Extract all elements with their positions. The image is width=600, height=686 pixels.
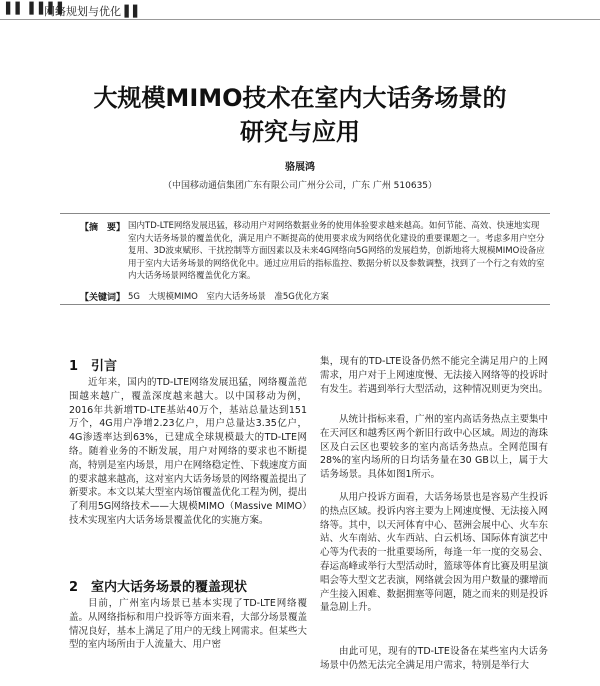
right-paragraph-1: 集，现有的TD-LTE设备仍然不能完全满足用户的上网需求，用户对于上网速度慢、无法接入网络等的投诉时有发生。若遇到举行大型活动，这种情况则更为突出。: [320, 356, 549, 395]
keywords-text: 5G 大规模MIMO 室内大话务场景 准5G优化方案: [128, 292, 329, 302]
page-header: [0, 0, 600, 20]
author-name: 骆展鸿: [285, 162, 315, 173]
right-paragraph-2: 从统计指标来看，广州的室内高话务热点主要集中在天河区和越秀区两个新旧行政中心区域。周边的海珠区及白云区也要较多的室内高话务热点。全网范围有28%的室内场所的日均话务量在30 GB以上，属于大话务场景。具体如图1所示。: [320, 414, 549, 481]
abstract-text: 国内TD-LTE网络发展迅猛，移动用户对网络数据业务的使用体验要求越来越高。如何节能、高效、快速地实现室内大话务场景的覆盖优化，满足用户不断提高的使用要求成为网络优化建设的重要课题之一。考虑多用户空分复用、3D波束赋形、干扰控制等方面因素以及未来4G网络向5G网络的发展趋势，创新地将大规模MIMO设备应用于室内大话务场景的网络优化中。通过应用后的指标监控、数据分析以及参数调整，找到了一个行之有效的室内大话务场景网络覆盖优化方案。: [128, 221, 545, 282]
header-divider: [0, 19, 600, 20]
section-2-title: 2 室内大话务场景的覆盖现状: [69, 580, 248, 595]
abstract-block: [60, 213, 550, 305]
section-1-paragraph: 近年来，国内的TD-LTE网络发展迅猛，网络覆盖范围越来越广，覆盖深度越来越大。以中国移动为例，2016年共新增TD-LTE基站40万个，基站总量达到151万个，4G用户净增2.23亿户，用户总量达3.35亿户，4G渗透率达到63%，已建成全球规模最大的TD-LTE网络。随着业务的不断发展，用户对网络的要求也不断提高，特别是室内场景，用户在网络稳定性、下载速度方面的要求越来越高，这对室内大话务场景的网络覆盖提出了新要求。本文以某大型室内场馆覆盖优化工程为例，提出了利用5G网络技术——大规模MIMO（Massive MIMO）技术实现室内大话务场景覆盖优化的实施方案。: [69, 377, 307, 526]
abstract-label: 【摘 要】: [80, 223, 126, 233]
article-title-line-2: 研究与应用: [240, 118, 360, 146]
section-1-title: 1 引言: [69, 359, 118, 374]
section-2-paragraph: 目前，广州室内场景已基本实现了TD-LTE网络覆盖。从网络指标和用户投诉等方面来看，大部分场景覆盖情况良好，基本上满足了用户的无线上网需求。但某些大型的室内场所由于人流量大、用户密: [69, 598, 307, 651]
header-decoration: ▌▌ ▌▌▌▌: [6, 2, 68, 15]
author-affiliation: （中国移动通信集团广东有限公司广州分公司，广东 广州 510635）: [162, 181, 438, 191]
header-section-label: 网络规划与优化 ▌▌: [44, 5, 142, 18]
right-paragraph-4: 由此可见，现有的TD-LTE设备在某些室内大话务场景中仍然无法完全满足用户需求，特别是举行大: [320, 646, 548, 671]
keywords-label: 【关键词】: [80, 293, 126, 303]
right-paragraph-3: 从用户投诉方面看，大话务场景也是容易产生投诉的热点区域。投诉内容主要为上网速度慢、无法接入网络等。其中，以天河体育中心、琶洲会展中心、火车东站、火车南站、火车西站、白云机场、国际体育演艺中心等为代表的一批重要场所，每逢一年一度的交易会、春运高峰或举行大型活动时，篮球等体育比赛及明星演唱会等大型文艺表演，网络就会因为用户数量的骤增而产生接入困难、数据拥塞等问题，随之而来的则是投诉量急剧上升。: [320, 492, 549, 614]
article-title-line-1: 大规模MIMO技术在室内大话务场景的: [93, 84, 507, 112]
